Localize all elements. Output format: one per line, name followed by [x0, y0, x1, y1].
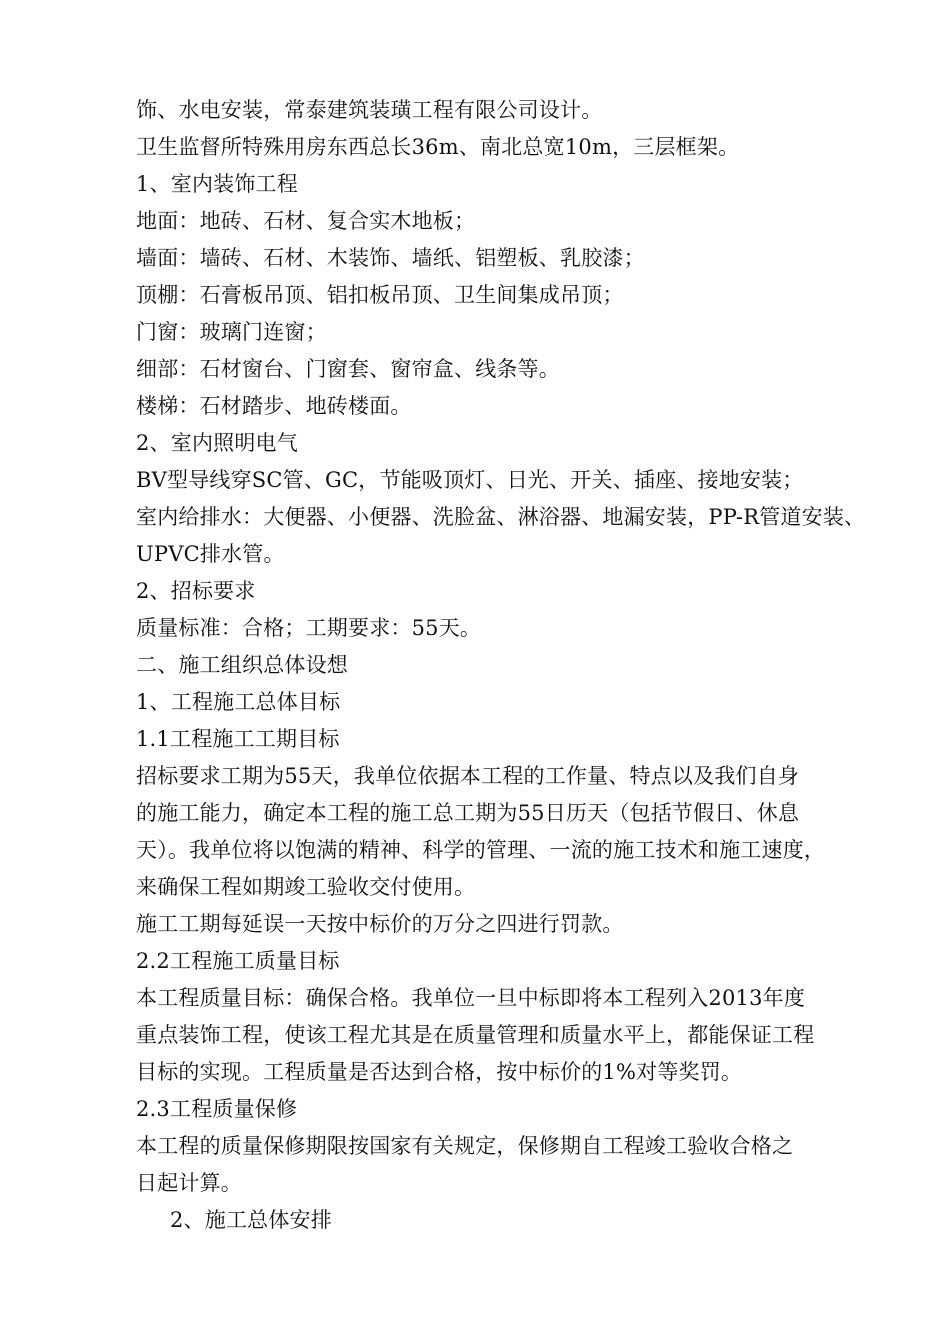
subsection-heading: 2.2工程施工质量目标	[136, 949, 340, 973]
subsection-heading: 1.1工程施工工期目标	[136, 727, 340, 751]
text-line: 门窗：玻璃门连窗；	[136, 320, 327, 344]
text-line: UPVC排水管。	[136, 542, 285, 566]
text-line: 细部：石材窗台、门窗套、窗帘盒、线条等。	[136, 357, 560, 381]
text-line: 饰、水电安装，常泰建筑装璜工程有限公司设计。	[136, 98, 603, 122]
text-line: 楼梯：石材踏步、地砖楼面。	[136, 394, 412, 418]
text-line: 天）。我单位将以饱满的精神、科学的管理、一流的施工技术和施工速度，	[136, 838, 826, 862]
text-line: BV型导线穿SC管、GC，节能吸顶灯、日光、开关、插座、接地安装；	[136, 468, 804, 492]
section-heading: 1、室内装饰工程	[136, 172, 298, 196]
text-line: 日起计算。	[136, 1171, 242, 1195]
text-line: 重点装饰工程，使该工程尤其是在质量管理和质量水平上，都能保证工程	[136, 1023, 815, 1047]
text-line: 墙面：墙砖、石材、木装饰、墙纸、铝塑板、乳胶漆；	[136, 246, 645, 270]
section-heading: 2、室内照明电气	[136, 431, 298, 455]
subsection-heading: 2.3工程质量保修	[136, 1097, 298, 1121]
chapter-heading: 二、施工组织总体设想	[136, 653, 348, 677]
text-line: 本工程质量目标：确保合格。我单位一旦中标即将本工程列入2013年度	[136, 986, 806, 1010]
text-line: 地面：地砖、石材、复合实木地板；	[136, 209, 476, 233]
text-line: 招标要求工期为55天，我单位依据本工程的工作量、特点以及我们自身	[136, 764, 800, 788]
document-body	[136, 92, 866, 1239]
text-line: 施工工期每延误一天按中标价的万分之四进行罚款。	[136, 912, 624, 936]
text-line: 卫生监督所特殊用房东西总长36m、南北总宽10m，三层框架。	[136, 135, 740, 159]
section-heading: 2、施工总体安排	[170, 1208, 332, 1232]
text-line: 本工程的质量保修期限按国家有关规定，保修期自工程竣工验收合格之	[136, 1134, 794, 1158]
text-line: 顶棚：石膏板吊顶、铝扣板吊顶、卫生间集成吊顶；	[136, 283, 624, 307]
text-line: 的施工能力，确定本工程的施工总工期为55日历天（包括节假日、休息	[136, 801, 800, 825]
section-heading: 2、招标要求	[136, 579, 256, 603]
text-line: 目标的实现。工程质量是否达到合格，按中标价的1%对等奖罚。	[136, 1060, 743, 1084]
text-line: 来确保工程如期竣工验收交付使用。	[136, 875, 476, 899]
text-line: 室内给排水：大便器、小便器、洗脸盆、淋浴器、地漏安装，PP-R管道安装、	[136, 505, 866, 529]
text-line: 质量标准：合格；工期要求：55天。	[136, 616, 482, 640]
section-heading: 1、工程施工总体目标	[136, 690, 341, 714]
